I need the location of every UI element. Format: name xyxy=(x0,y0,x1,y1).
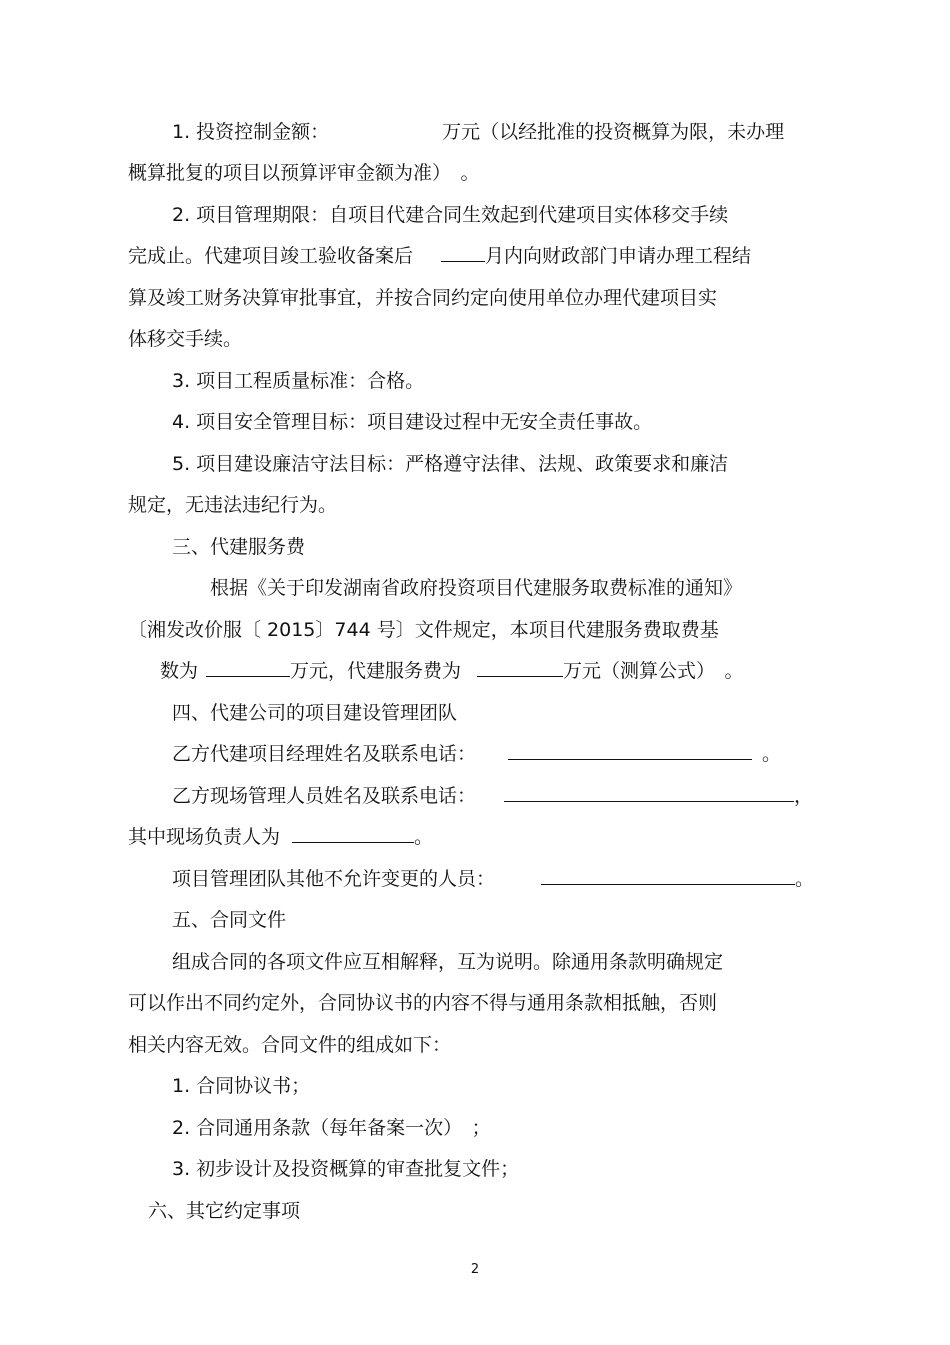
text-line: 相关内容无效。合同文件的组成如下： xyxy=(128,1034,452,1056)
fee-line xyxy=(160,658,744,684)
text: 乙方现场管理人员姓名及联系电话： xyxy=(172,785,477,807)
text: 。 xyxy=(414,826,434,848)
text-line: 〔湘发改价服〔 2015〕744 号〕文件规定，本项目代建服务费取费基 xyxy=(128,619,719,641)
fixed-staff-blank xyxy=(541,866,795,885)
text: 其中现场负责人为 xyxy=(128,826,281,848)
text-line: 组成合同的各项文件应互相解释，互为说明。除通用条款明确规定 xyxy=(172,951,724,973)
text: 。 xyxy=(795,868,815,890)
fixed-staff-line xyxy=(172,866,814,892)
text: 万元（以经批准的投资概算为限，未办理 xyxy=(442,121,785,143)
doc-item-1: 1. 合同协议书； xyxy=(172,1075,311,1097)
item-2-management-period: 2. 项目管理期限：自项目代建合同生效起到代建项目实体移交手续 xyxy=(172,204,729,226)
text: ， xyxy=(794,785,814,807)
text: 项目管理团队其他不允许变更的人员： xyxy=(172,868,496,890)
site-leader-line xyxy=(128,824,433,850)
text-line: 可以作出不同约定外，合同协议书的内容不得与通用条款相抵触，否则 xyxy=(128,992,718,1014)
months-blank xyxy=(441,243,485,262)
section-3-heading: 三、代建服务费 xyxy=(172,536,306,558)
text: 数为 xyxy=(160,660,199,682)
text: 。 xyxy=(762,743,782,765)
text-line: 根据《关于印发湖南省政府投资项目代建服务取费标准的通知》 xyxy=(210,577,743,599)
base-amount-blank xyxy=(206,658,290,677)
section-5-heading: 五、合同文件 xyxy=(172,909,287,931)
item-5-integrity-target: 5. 项目建设廉洁守法目标：严格遵守法律、法规、政策要求和廉洁 xyxy=(172,453,729,475)
text: 完成止。代建项目竣工验收备案后 xyxy=(128,245,414,267)
section-6-heading: 六、其它约定事项 xyxy=(148,1200,301,1222)
fee-amount-blank xyxy=(477,658,563,677)
site-leader-blank xyxy=(292,824,414,843)
text: 万元，代建服务费为 xyxy=(290,660,462,682)
text-line: 算及竣工财务决算审批事宜，并按合同约定向使用单位办理代建项目实 xyxy=(128,287,718,309)
site-staff-blank xyxy=(504,783,794,802)
site-staff-line xyxy=(172,783,813,809)
pm-contact-line xyxy=(172,741,781,767)
text: 乙方代建项目经理姓名及联系电话： xyxy=(172,743,477,765)
pm-contact-blank xyxy=(508,741,752,760)
text: 万元（测算公式） 。 xyxy=(563,660,744,682)
item-3-quality-standard: 3. 项目工程质量标准：合格。 xyxy=(172,370,425,392)
item-4-safety-target: 4. 项目安全管理目标：项目建设过程中无安全责任事故。 xyxy=(172,411,653,433)
text-line xyxy=(128,243,751,269)
page-number: 2 xyxy=(470,1262,480,1277)
text: 1. 投资控制金额： xyxy=(172,121,330,143)
text: 月内向财政部门申请办理工程结 xyxy=(485,245,752,267)
section-4-heading: 四、代建公司的项目建设管理团队 xyxy=(172,702,458,724)
text-line: 规定，无违法违纪行为。 xyxy=(128,494,338,516)
doc-item-2: 2. 合同通用条款（每年备案一次） ； xyxy=(172,1117,491,1139)
text-line: 概算批复的项目以预算评审金额为准） 。 xyxy=(128,162,480,184)
text-line: 体移交手续。 xyxy=(128,328,243,350)
item-1-investment-amount xyxy=(172,119,784,145)
doc-item-3: 3. 初步设计及投资概算的审查批复文件； xyxy=(172,1158,520,1180)
